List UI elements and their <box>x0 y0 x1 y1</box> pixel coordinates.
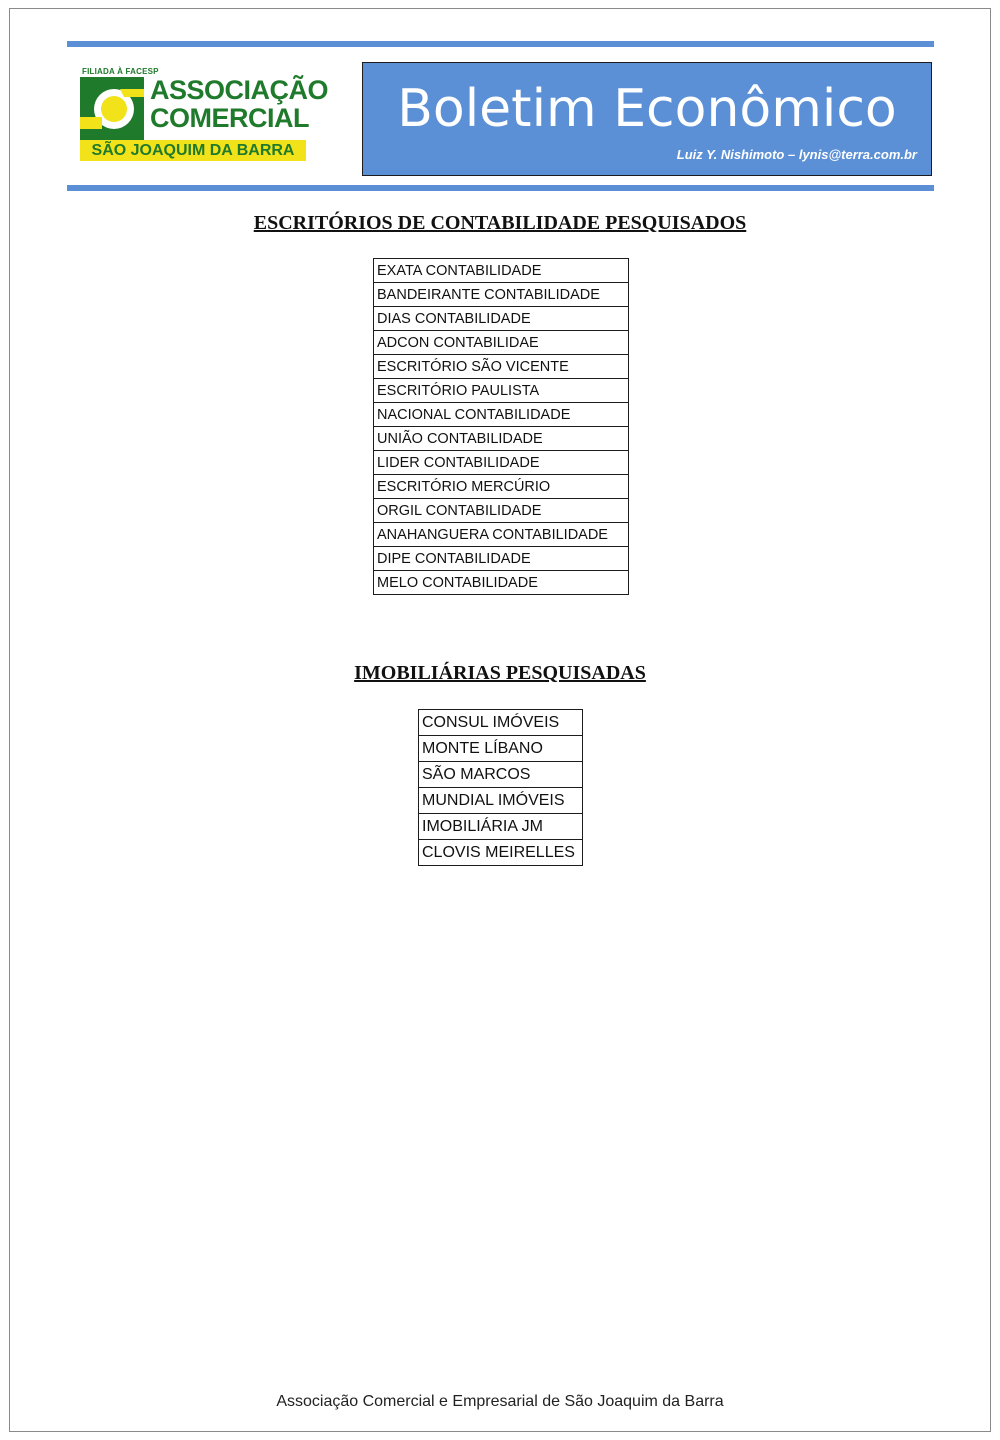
table-row <box>374 523 629 547</box>
table-row <box>419 840 583 866</box>
page-title: Boletim Econômico <box>397 79 897 139</box>
table-cell: ANAHANGUERA CONTABILIDADE <box>374 523 629 547</box>
logo-mark-icon <box>80 77 144 141</box>
table-row <box>374 355 629 379</box>
table-row <box>374 427 629 451</box>
table-cell: MUNDIAL IMÓVEIS <box>419 788 583 814</box>
table-cell: IMOBILIÁRIA JM <box>419 814 583 840</box>
association-logo <box>80 67 329 161</box>
table-row <box>419 762 583 788</box>
header-top-rule <box>67 41 934 47</box>
table-cell: EXATA CONTABILIDADE <box>374 259 629 283</box>
table-cell: UNIÃO CONTABILIDADE <box>374 427 629 451</box>
header-bottom-rule <box>67 185 934 191</box>
logo-city-band <box>80 140 306 161</box>
table-row <box>374 499 629 523</box>
real-estate-heading: IMOBILIÁRIAS PESQUISADAS <box>354 662 646 684</box>
table-cell: LIDER CONTABILIDADE <box>374 451 629 475</box>
table-row <box>374 283 629 307</box>
table-cell: BANDEIRANTE CONTABILIDADE <box>374 283 629 307</box>
table-row <box>419 710 583 736</box>
table-row <box>374 571 629 595</box>
accounting-heading: ESCRITÓRIOS DE CONTABILIDADE PESQUISADOS <box>253 212 747 234</box>
footer-text: Associação Comercial e Empresarial de São Joaquim da Barra <box>276 1393 724 1410</box>
table-cell: ESCRITÓRIO SÃO VICENTE <box>374 355 629 379</box>
table-cell: ADCON CONTABILIDAE <box>374 331 629 355</box>
table-row <box>419 736 583 762</box>
table-row <box>374 475 629 499</box>
table-row <box>419 814 583 840</box>
table-cell: CLOVIS MEIRELLES <box>419 840 583 866</box>
table-cell: ORGIL CONTABILIDADE <box>374 499 629 523</box>
table-row <box>374 307 629 331</box>
table-row <box>374 331 629 355</box>
accounting-table <box>373 258 629 595</box>
table-cell: ESCRITÓRIO MERCÚRIO <box>374 475 629 499</box>
table-cell: MELO CONTABILIDADE <box>374 571 629 595</box>
logo-name-line2: COMERCIAL <box>150 103 309 133</box>
table-row <box>419 788 583 814</box>
title-box <box>362 62 932 176</box>
author-credit: Luiz Y. Nishimoto – lynis@terra.com.br <box>676 147 917 162</box>
table-cell: DIPE CONTABILIDADE <box>374 547 629 571</box>
table-cell: DIAS CONTABILIDADE <box>374 307 629 331</box>
table-row <box>374 547 629 571</box>
logo-name-line1: ASSOCIAÇÃO <box>150 75 329 105</box>
real-estate-table <box>418 709 583 866</box>
table-cell: ESCRITÓRIO PAULISTA <box>374 379 629 403</box>
table-cell: NACIONAL CONTABILIDADE <box>374 403 629 427</box>
logo-city: SÃO JOAQUIM DA BARRA <box>91 142 295 159</box>
table-cell: MONTE LÍBANO <box>419 736 583 762</box>
table-row <box>374 403 629 427</box>
table-cell: CONSUL IMÓVEIS <box>419 710 583 736</box>
table-cell: SÃO MARCOS <box>419 762 583 788</box>
table-row <box>374 259 629 283</box>
table-row <box>374 451 629 475</box>
logo-affiliation: FILIADA À FACESP <box>82 67 159 76</box>
table-row <box>374 379 629 403</box>
